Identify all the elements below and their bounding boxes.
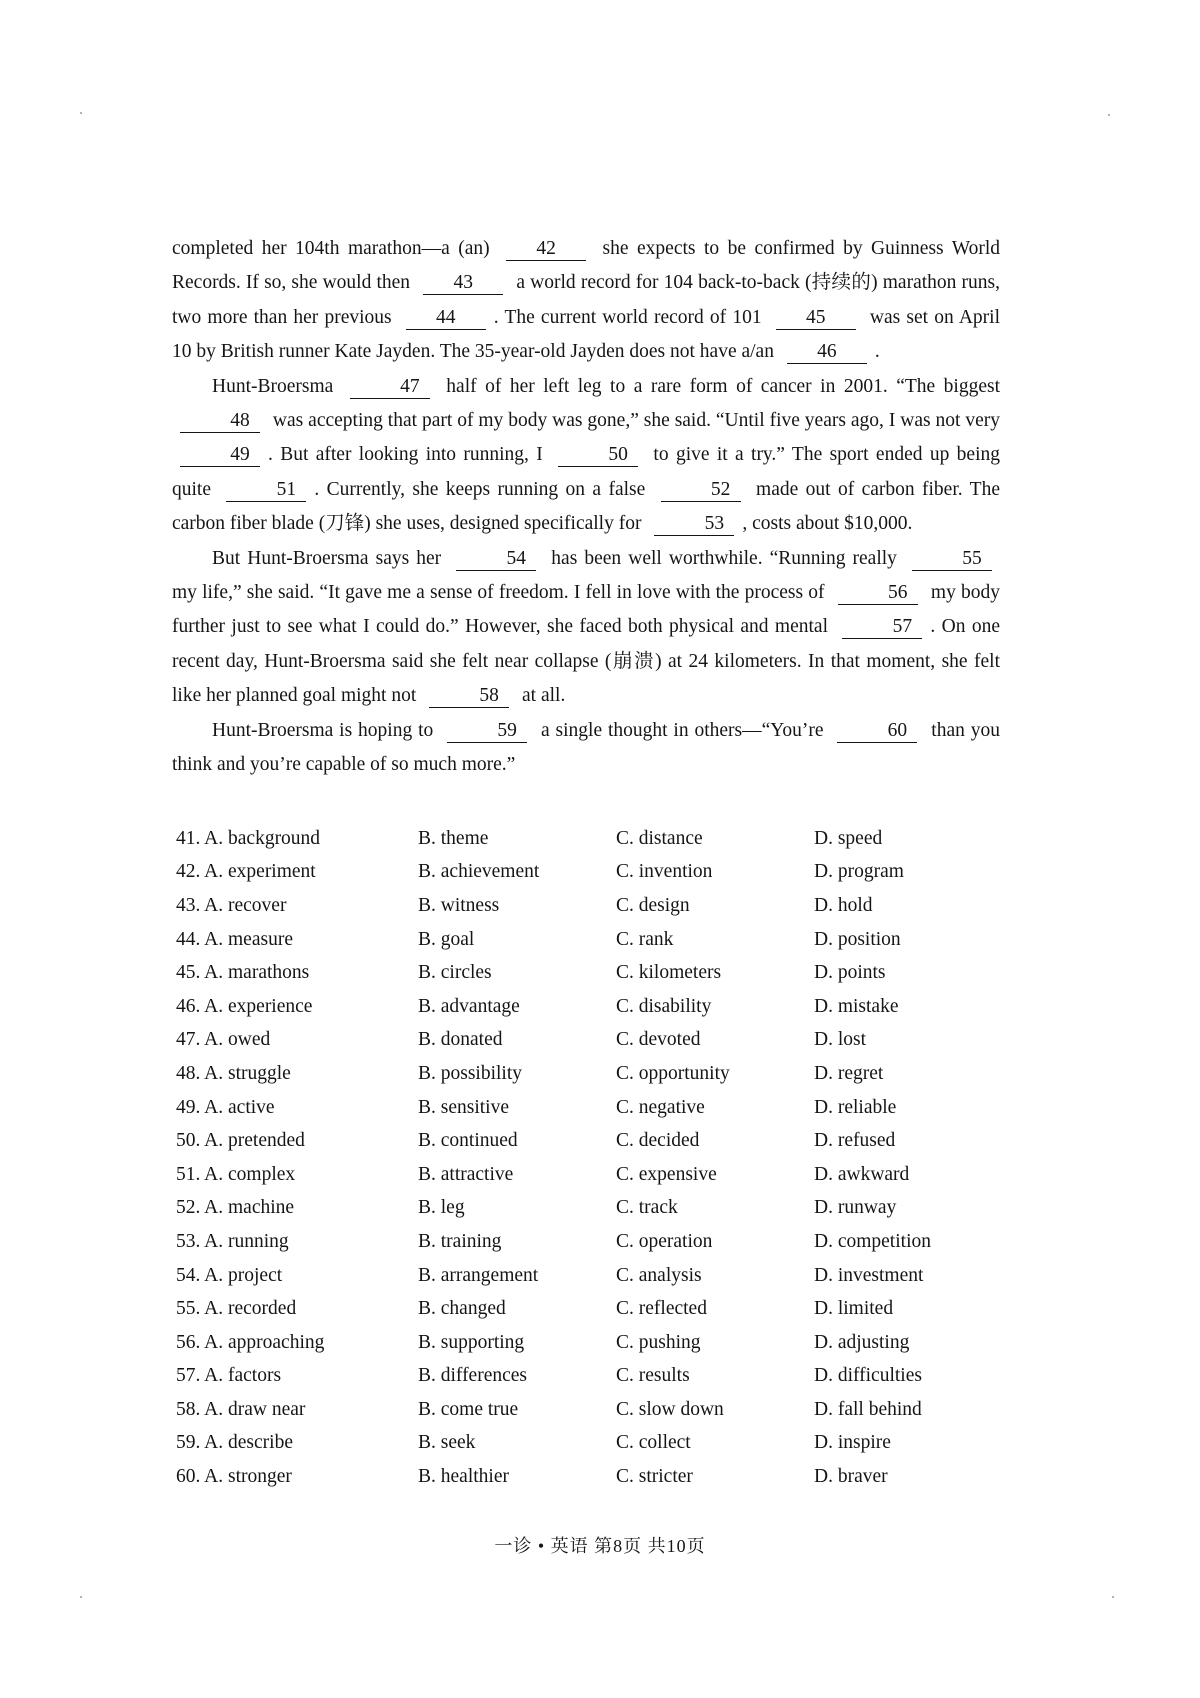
option-c: C. invention — [616, 861, 713, 883]
option-d: D. program — [814, 861, 904, 883]
passage-text: she expects to be confirmed by Guinness World Records. If so, she would then — [172, 238, 1000, 294]
option-a: 41. A. background — [176, 827, 321, 849]
scan-speck — [1108, 114, 1110, 116]
option-a: 52. A. machine — [176, 1197, 295, 1219]
option-d: D. lost — [814, 1029, 867, 1051]
option-a: 60. A. stronger — [176, 1466, 292, 1488]
passage-text: . But after looking into running, I — [268, 444, 551, 466]
passage-text: Hunt-Broersma is hoping to — [212, 719, 440, 741]
option-c: C. operation — [616, 1230, 713, 1252]
option-d: D. mistake — [814, 995, 899, 1017]
blank-number: 50 — [558, 444, 638, 467]
option-d: D. speed — [814, 827, 883, 849]
option-c: C. stricter — [616, 1466, 693, 1488]
option-d: D. position — [814, 928, 901, 950]
blank-number: 47 — [350, 376, 430, 399]
scan-speck — [80, 1596, 82, 1598]
option-b: B. seek — [418, 1432, 476, 1454]
passage-text: a single thought in others—“You’re — [535, 719, 830, 741]
passage-text: a world record for 104 back-to-back (持续的) marathon runs, two more than her previous — [172, 272, 1000, 328]
option-c: C. slow down — [616, 1398, 724, 1420]
passage-paragraph — [172, 542, 1000, 714]
option-a: 43. A. recover — [176, 894, 287, 916]
option-c: C. analysis — [616, 1264, 702, 1286]
passage-text: was accepting that part of my body was gone,” she said. “Until five years ago, I was not very — [268, 410, 1000, 432]
option-d: D. regret — [814, 1062, 884, 1084]
option-b: B. witness — [418, 894, 500, 916]
passage-text: to give it a try.” The sport ended up being quite — [172, 444, 1000, 500]
option-a: 42. A. experiment — [176, 861, 316, 883]
option-c: C. kilometers — [616, 962, 722, 984]
option-b: B. differences — [418, 1365, 528, 1387]
option-d: D. braver — [814, 1466, 888, 1488]
blank-number: 54 — [456, 548, 536, 571]
passage-paragraph — [172, 370, 1000, 542]
passage-text: Hunt-Broersma — [212, 375, 342, 397]
page-footer: 一诊 • 英语 第8页 共10页 — [494, 1536, 706, 1556]
passage-text: made out of carbon fiber. The carbon fiber blade (刀锋) she uses, designed specifically for — [172, 478, 1000, 535]
question-options-row — [176, 1292, 966, 1326]
option-c: C. reflected — [616, 1298, 707, 1320]
option-b: B. theme — [418, 827, 489, 849]
passage-text: my body further just to see what I could do.” However, she faced both physical and mental — [172, 582, 1000, 638]
option-b: B. circles — [418, 962, 492, 984]
option-b: B. come true — [418, 1398, 519, 1420]
option-a: 59. A. describe — [176, 1432, 293, 1454]
option-d: D. reliable — [814, 1096, 897, 1118]
blank-number: 45 — [776, 307, 856, 330]
blank-number: 57 — [842, 616, 922, 639]
answer-options — [176, 822, 966, 1494]
option-c: C. rank — [616, 928, 674, 950]
question-options-row — [176, 923, 966, 957]
question-options-row — [176, 1024, 966, 1058]
option-c: C. distance — [616, 827, 703, 849]
question-options-row — [176, 956, 966, 990]
passage-paragraph — [172, 714, 1000, 783]
option-d: D. competition — [814, 1230, 931, 1252]
option-d: D. awkward — [814, 1163, 910, 1185]
option-b: B. supporting — [418, 1331, 525, 1353]
blank-number: 48 — [180, 410, 260, 433]
option-a: 56. A. approaching — [176, 1331, 325, 1353]
blank-number: 51 — [226, 479, 306, 502]
option-c: C. decided — [616, 1130, 700, 1152]
option-a: 50. A. pretended — [176, 1130, 305, 1152]
blank-number: 56 — [838, 582, 918, 605]
option-c: C. collect — [616, 1432, 691, 1454]
question-options-row — [176, 889, 966, 923]
option-d: D. runway — [814, 1197, 897, 1219]
option-d: D. adjusting — [814, 1331, 910, 1353]
option-b: B. arrangement — [418, 1264, 539, 1286]
blank-number: 52 — [661, 479, 741, 502]
option-a: 48. A. struggle — [176, 1062, 291, 1084]
question-options-row — [176, 1360, 966, 1394]
option-b: B. donated — [418, 1029, 503, 1051]
option-b: B. attractive — [418, 1163, 514, 1185]
blank-number: 59 — [447, 720, 527, 743]
blank-number: 44 — [406, 307, 486, 330]
option-d: D. refused — [814, 1130, 896, 1152]
blank-number: 58 — [429, 685, 509, 708]
passage-text: at all. — [517, 685, 566, 707]
option-c: C. disability — [616, 995, 712, 1017]
question-options-row — [176, 1460, 966, 1494]
passage-text: But Hunt-Broersma says her — [212, 547, 449, 569]
passage-text: , costs about $10,000. — [742, 513, 913, 535]
option-a: 54. A. project — [176, 1264, 283, 1286]
option-c: C. opportunity — [616, 1062, 730, 1084]
blank-number: 60 — [837, 720, 917, 743]
question-options-row — [176, 1393, 966, 1427]
option-d: D. points — [814, 962, 886, 984]
passage-text: half of her left leg to a rare form of cancer in 2001. “The biggest — [437, 375, 1000, 397]
option-b: B. sensitive — [418, 1096, 509, 1118]
question-options-row — [176, 990, 966, 1024]
option-a: 55. A. recorded — [176, 1298, 297, 1320]
option-a: 51. A. complex — [176, 1163, 296, 1185]
option-c: C. design — [616, 894, 690, 916]
passage-text: . On one recent day, Hunt-Broersma said she felt near collapse (崩溃) at 24 kilometers. In that moment, she felt like her planned goal might not — [172, 616, 1000, 707]
option-a: 53. A. running — [176, 1230, 289, 1252]
scan-speck — [80, 112, 82, 114]
question-options-row — [176, 1427, 966, 1461]
option-c: C. devoted — [616, 1029, 701, 1051]
option-b: B. advantage — [418, 995, 520, 1017]
option-c: C. track — [616, 1197, 678, 1219]
option-a: 49. A. active — [176, 1096, 275, 1118]
cloze-passage — [172, 232, 1000, 783]
question-options-row — [176, 822, 966, 856]
blank-number: 55 — [912, 548, 992, 571]
option-b: B. changed — [418, 1298, 506, 1320]
option-c: C. pushing — [616, 1331, 701, 1353]
blank-number: 46 — [787, 341, 867, 364]
option-b: B. achievement — [418, 861, 540, 883]
question-options-row — [176, 1225, 966, 1259]
option-a: 46. A. experience — [176, 995, 313, 1017]
option-d: D. difficulties — [814, 1365, 922, 1387]
passage-text: . — [874, 341, 880, 363]
option-d: D. fall behind — [814, 1398, 922, 1420]
option-b: B. possibility — [418, 1062, 523, 1084]
option-a: 58. A. draw near — [176, 1398, 306, 1420]
option-b: B. leg — [418, 1197, 465, 1219]
option-d: D. investment — [814, 1264, 924, 1286]
passage-text: . The current world record of 101 — [493, 306, 768, 328]
option-b: B. training — [418, 1230, 502, 1252]
option-d: D. hold — [814, 894, 873, 916]
blank-number: 43 — [423, 272, 503, 295]
passage-text: than you think and you’re capable of so much more.” — [172, 719, 1000, 776]
passage-text: was set on April 10 by British runner Kate Jayden. The 35-year-old Jayden does not have a/an — [172, 306, 1000, 363]
option-a: 57. A. factors — [176, 1365, 282, 1387]
option-c: C. expensive — [616, 1163, 717, 1185]
question-options-row — [176, 1326, 966, 1360]
question-options-row — [176, 1158, 966, 1192]
blank-number: 42 — [506, 238, 586, 261]
option-d: D. limited — [814, 1298, 894, 1320]
question-options-row — [176, 1192, 966, 1226]
passage-text: completed her 104th marathon—a (an) — [172, 238, 499, 259]
passage-text: my life,” she said. “It gave me a sense of freedom. I fell in love with the process of — [172, 582, 830, 604]
passage-text: has been well worthwhile. “Running really — [544, 547, 904, 569]
option-b: B. healthier — [418, 1466, 509, 1488]
question-options-row — [176, 856, 966, 890]
passage-paragraph — [172, 232, 1000, 370]
option-a: 45. A. marathons — [176, 962, 310, 984]
passage-text: . Currently, she keeps running on a false — [314, 478, 653, 500]
option-b: B. goal — [418, 928, 475, 950]
option-d: D. inspire — [814, 1432, 891, 1454]
blank-number: 53 — [654, 513, 734, 536]
scan-speck — [1112, 1596, 1114, 1598]
option-c: C. negative — [616, 1096, 705, 1118]
question-options-row — [176, 1091, 966, 1125]
option-b: B. continued — [418, 1130, 518, 1152]
option-a: 47. A. owed — [176, 1029, 271, 1051]
question-options-row — [176, 1259, 966, 1293]
option-a: 44. A. measure — [176, 928, 293, 950]
question-options-row — [176, 1057, 966, 1091]
blank-number: 49 — [180, 444, 260, 467]
question-options-row — [176, 1124, 966, 1158]
option-c: C. results — [616, 1365, 690, 1387]
